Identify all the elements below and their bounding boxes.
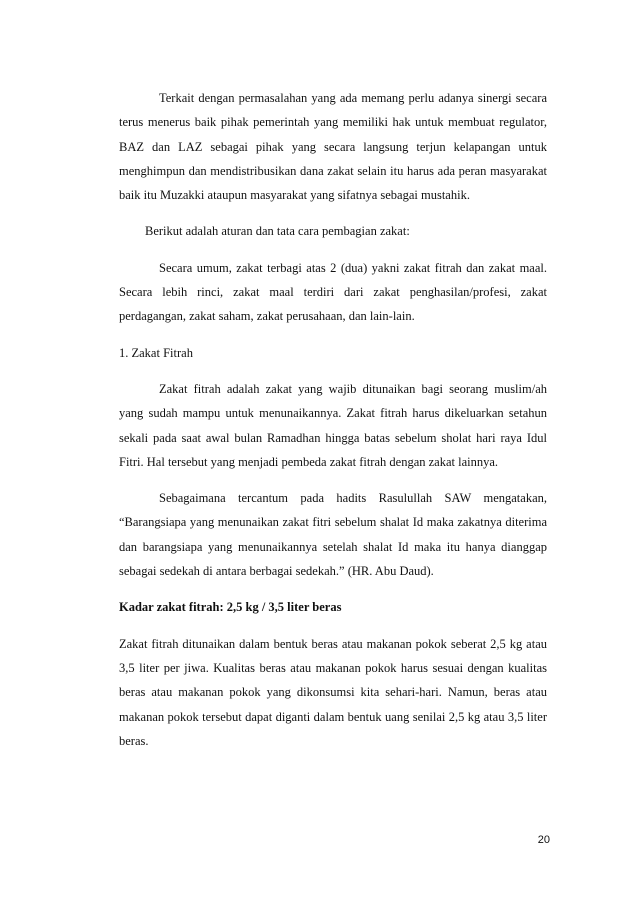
zakat-fitrah-amount-paragraph: Zakat fitrah ditunaikan dalam bentuk beras atau makanan pokok seberat 2,5 kg atau 3,5 liter per jiwa. Kualitas beras atau makanan pokok harus sesuai dengan kualitas beras atau makanan pokok yang dikonsumsi kita sehari-hari. Namun, beras atau makanan pokok tersebut dapat diganti dalam bentuk uang senilai 2,5 kg atau 3,5 liter beras. (119, 636, 547, 748)
hadith-paragraph: Sebagaimana tercantum pada hadits Rasulullah SAW mengatakan, “Barangsiapa yang menunaikan zakat fitri sebelum shalat Id maka zakatnya diterima dan barangsiapa yang menunaikannya setelah shalat Id maka itu hanya dianggap sebagai sedekah di antara berbagai sedekah.” (HR. Abu Daud). (119, 491, 547, 579)
zakat-fitrah-amount-heading: Kadar zakat fitrah: 2,5 kg / 3,5 liter beras (119, 600, 342, 615)
zakat-types-paragraph: Secara umum, zakat terbagi atas 2 (dua) yakni zakat fitrah dan zakat maal. Secara lebih rinci, zakat maal terdiri dari zakat penghasilan/profesi, zakat perdagangan, zakat saham, zakat perusahaan, dan lain-lain. (119, 260, 547, 324)
zakat-fitrah-definition-paragraph: Zakat fitrah adalah zakat yang wajib ditunaikan bagi seorang muslim/ah yang sudah mampu untuk menunaikannya. Zakat fitrah harus dikeluarkan setahun sekali pada saat awal bulan Ramadhan hingga batas sebelum sholat hari raya Idul Fitri. Hal tersebut yang menjadi pembeda zakat fitrah dengan zakat lainnya. (119, 381, 547, 469)
page-number: 20 (537, 834, 550, 846)
rules-intro-line: Berikut adalah aturan dan tata cara pembagian zakat: (145, 224, 410, 239)
intro-paragraph: Terkait dengan permasalahan yang ada memang perlu adanya sinergi secara terus menerus baik pihak pemerintah yang memiliki hak untuk membuat regulator, BAZ dan LAZ sebagai pihak yang secara langsung terjun kelapangan untuk menghimpun dan mendistribusikan dana zakat selain itu harus ada peran masyarakat baik itu Muzakki ataupun masyarakat yang sifatnya sebagai mustahik. (119, 91, 547, 203)
page-body (119, 86, 547, 753)
section-heading-zakat-fitrah: 1. Zakat Fitrah (119, 345, 193, 360)
